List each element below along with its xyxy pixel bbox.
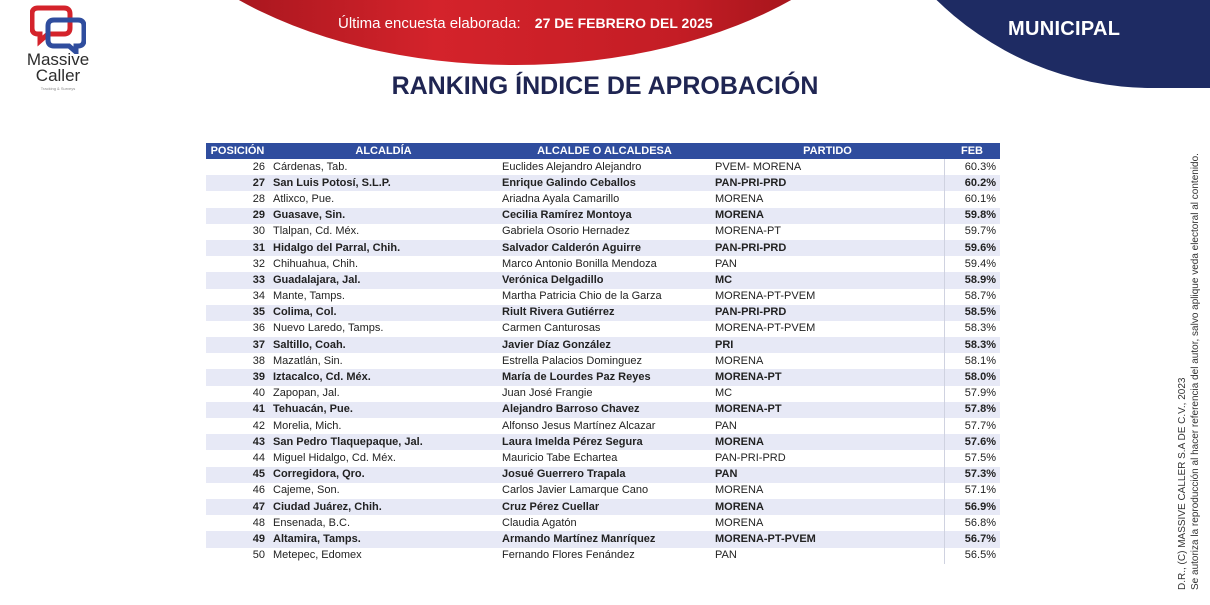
cell-partido: PAN (711, 256, 944, 272)
cell-alcalde: Claudia Agatón (498, 515, 711, 531)
cell-alcalde: Salvador Calderón Aguirre (498, 240, 711, 256)
table-body (206, 159, 1000, 564)
cell-posicion: 26 (206, 159, 269, 175)
cell-feb: 57.8% (944, 402, 1000, 418)
cell-alcaldia: Metepec, Edomex (269, 548, 498, 564)
cell-partido: MORENA-PT-PVEM (711, 321, 944, 337)
cell-alcalde: Mauricio Tabe Echartea (498, 450, 711, 466)
cell-alcaldia: Atlixco, Pue. (269, 191, 498, 207)
speech-bubbles-icon (30, 4, 86, 54)
table-row (206, 289, 1000, 305)
cell-feb: 59.7% (944, 224, 1000, 240)
cell-alcaldia: Mazatlán, Sin. (269, 353, 498, 369)
cell-alcalde: Gabriela Osorio Hernadez (498, 224, 711, 240)
col-header-alcaldia: ALCALDÍA (269, 143, 498, 159)
cell-alcaldia: Chihuahua, Chih. (269, 256, 498, 272)
cell-alcalde: Euclides Alejandro Alejandro (498, 159, 711, 175)
cell-feb: 56.8% (944, 515, 1000, 531)
cell-alcalde: Martha Patricia Chio de la Garza (498, 289, 711, 305)
reproduction-line: Se autoriza la reproducción al hacer referencia del autor, salvo aplique veda electoral al contenido. (1190, 153, 1201, 590)
cell-feb: 57.6% (944, 434, 1000, 450)
cell-feb: 58.3% (944, 321, 1000, 337)
ranking-table (206, 143, 1000, 564)
cell-alcaldia: Saltillo, Coah. (269, 337, 498, 353)
cell-alcaldia: Nuevo Laredo, Tamps. (269, 321, 498, 337)
cell-posicion: 27 (206, 175, 269, 191)
cell-alcaldia: Iztacalco, Cd. Méx. (269, 369, 498, 385)
cell-feb: 58.1% (944, 353, 1000, 369)
cell-alcalde: Carmen Canturosas (498, 321, 711, 337)
col-header-feb: FEB (944, 143, 1000, 159)
cell-feb: 58.3% (944, 337, 1000, 353)
cell-partido: MORENA (711, 515, 944, 531)
cell-feb: 57.1% (944, 483, 1000, 499)
cell-partido: MORENA-PT (711, 402, 944, 418)
cell-posicion: 39 (206, 369, 269, 385)
legal-notice (1176, 153, 1202, 590)
cell-partido: MORENA-PT-PVEM (711, 289, 944, 305)
cell-alcalde: Cecilia Ramírez Montoya (498, 208, 711, 224)
cell-posicion: 46 (206, 483, 269, 499)
cell-alcalde: Enrique Galindo Ceballos (498, 175, 711, 191)
cell-alcalde: Estrella Palacios Dominguez (498, 353, 711, 369)
cell-posicion: 28 (206, 191, 269, 207)
cell-partido: MORENA (711, 208, 944, 224)
table-header-row (206, 143, 1000, 159)
table-row (206, 402, 1000, 418)
cell-alcaldia: Guadalajara, Jal. (269, 272, 498, 288)
cell-posicion: 31 (206, 240, 269, 256)
cell-feb: 58.0% (944, 369, 1000, 385)
cell-alcalde: Josué Guerrero Trapala (498, 467, 711, 483)
cell-alcalde: Carlos Javier Lamarque Cano (498, 483, 711, 499)
table-row (206, 321, 1000, 337)
table-row (206, 240, 1000, 256)
level-label: MUNICIPAL (1008, 18, 1121, 40)
table-row (206, 175, 1000, 191)
col-header-alcalde: ALCALDE O ALCALDESA (498, 143, 711, 159)
cell-alcaldia: San Pedro Tlaquepaque, Jal. (269, 434, 498, 450)
cell-partido: PVEM- MORENA (711, 159, 944, 175)
cell-alcalde: Laura Imelda Pérez Segura (498, 434, 711, 450)
col-header-posicion: POSICIÓN (206, 143, 269, 159)
table-row (206, 272, 1000, 288)
cell-posicion: 49 (206, 531, 269, 547)
logo-wordmark: Massive Caller (26, 50, 90, 85)
cell-feb: 56.9% (944, 499, 1000, 515)
cell-posicion: 41 (206, 402, 269, 418)
cell-feb: 60.3% (944, 159, 1000, 175)
table-row (206, 369, 1000, 385)
table-row (206, 418, 1000, 434)
cell-posicion: 33 (206, 272, 269, 288)
cell-posicion: 50 (206, 548, 269, 564)
cell-posicion: 37 (206, 337, 269, 353)
table-row (206, 531, 1000, 547)
cell-alcaldia: Tehuacán, Pue. (269, 402, 498, 418)
cell-alcaldia: Corregidora, Qro. (269, 467, 498, 483)
cell-posicion: 42 (206, 418, 269, 434)
cell-partido: MORENA (711, 483, 944, 499)
cell-partido: MORENA (711, 434, 944, 450)
table-row (206, 191, 1000, 207)
cell-posicion: 32 (206, 256, 269, 272)
cell-partido: MORENA (711, 353, 944, 369)
cell-alcaldia: Morelia, Mich. (269, 418, 498, 434)
cell-alcalde: Alfonso Jesus Martínez Alcazar (498, 418, 711, 434)
page-title: RANKING ÍNDICE DE APROBACIÓN (391, 72, 819, 100)
cell-posicion: 29 (206, 208, 269, 224)
cell-alcalde: Armando Martínez Manríquez (498, 531, 711, 547)
cell-partido: PAN (711, 467, 944, 483)
cell-feb: 57.3% (944, 467, 1000, 483)
cell-alcaldia: Hidalgo del Parral, Chih. (269, 240, 498, 256)
cell-alcaldia: Ciudad Juárez, Chih. (269, 499, 498, 515)
col-header-partido: PARTIDO (711, 143, 944, 159)
cell-feb: 59.6% (944, 240, 1000, 256)
cell-partido: MORENA (711, 191, 944, 207)
cell-alcalde: María de Lourdes Paz Reyes (498, 369, 711, 385)
cell-alcalde: Cruz Pérez Cuellar (498, 499, 711, 515)
table-row (206, 515, 1000, 531)
cell-feb: 58.5% (944, 305, 1000, 321)
cell-feb: 56.7% (944, 531, 1000, 547)
cell-alcaldia: Mante, Tamps. (269, 289, 498, 305)
cell-alcalde: Juan José Frangie (498, 386, 711, 402)
cell-posicion: 43 (206, 434, 269, 450)
cell-alcaldia: Altamira, Tamps. (269, 531, 498, 547)
table-row (206, 208, 1000, 224)
table-row (206, 499, 1000, 515)
cell-alcaldia: Cajeme, Son. (269, 483, 498, 499)
table-row (206, 450, 1000, 466)
cell-alcaldia: Tlalpan, Cd. Méx. (269, 224, 498, 240)
cell-alcalde: Ariadna Ayala Camarillo (498, 191, 711, 207)
cell-partido: PRI (711, 337, 944, 353)
cell-partido: MORENA-PT (711, 369, 944, 385)
cell-partido: PAN (711, 548, 944, 564)
cell-feb: 56.5% (944, 548, 1000, 564)
table-row (206, 548, 1000, 564)
cell-alcaldia: San Luis Potosí, S.L.P. (269, 175, 498, 191)
cell-partido: PAN-PRI-PRD (711, 175, 944, 191)
cell-alcalde: Javier Díaz González (498, 337, 711, 353)
survey-date-line (338, 15, 713, 32)
table-row (206, 159, 1000, 175)
cell-feb: 57.7% (944, 418, 1000, 434)
cell-posicion: 36 (206, 321, 269, 337)
cell-alcalde: Alejandro Barroso Chavez (498, 402, 711, 418)
cell-posicion: 44 (206, 450, 269, 466)
cell-posicion: 48 (206, 515, 269, 531)
logo-tagline: Tracking & Surveys (40, 86, 76, 91)
cell-alcalde: Riult Rivera Gutiérrez (498, 305, 711, 321)
cell-posicion: 34 (206, 289, 269, 305)
cell-posicion: 35 (206, 305, 269, 321)
cell-alcaldia: Ensenada, B.C. (269, 515, 498, 531)
cell-partido: PAN (711, 418, 944, 434)
cell-posicion: 30 (206, 224, 269, 240)
cell-alcaldia: Guasave, Sin. (269, 208, 498, 224)
red-banner-shape (115, 0, 915, 65)
cell-posicion: 45 (206, 467, 269, 483)
cell-alcaldia: Miguel Hidalgo, Cd. Méx. (269, 450, 498, 466)
cell-partido: MC (711, 386, 944, 402)
table-row (206, 386, 1000, 402)
cell-partido: MORENA (711, 499, 944, 515)
cell-alcaldia: Zapopan, Jal. (269, 386, 498, 402)
cell-alcaldia: Cárdenas, Tab. (269, 159, 498, 175)
cell-partido: PAN-PRI-PRD (711, 450, 944, 466)
cell-alcalde: Marco Antonio Bonilla Mendoza (498, 256, 711, 272)
cell-feb: 58.7% (944, 289, 1000, 305)
cell-partido: PAN-PRI-PRD (711, 240, 944, 256)
cell-feb: 59.8% (944, 208, 1000, 224)
table-row (206, 224, 1000, 240)
cell-feb: 60.2% (944, 175, 1000, 191)
table-row (206, 467, 1000, 483)
cell-partido: MORENA-PT (711, 224, 944, 240)
cell-alcalde: Fernando Flores Fenández (498, 548, 711, 564)
cell-partido: PAN-PRI-PRD (711, 305, 944, 321)
table-row (206, 353, 1000, 369)
cell-feb: 58.9% (944, 272, 1000, 288)
table-row (206, 434, 1000, 450)
cell-alcalde: Verónica Delgadillo (498, 272, 711, 288)
table-row (206, 256, 1000, 272)
survey-date: 27 DE FEBRERO DEL 2025 (534, 15, 713, 31)
table-row (206, 483, 1000, 499)
copyright-line: D.R., (C) MASSIVE CALLER S.A DE C.V., 2023 (1177, 377, 1188, 590)
cell-posicion: 47 (206, 499, 269, 515)
cell-posicion: 40 (206, 386, 269, 402)
cell-feb: 57.9% (944, 386, 1000, 402)
survey-label: Última encuesta elaborada: (338, 15, 521, 32)
cell-partido: MC (711, 272, 944, 288)
cell-alcaldia: Colima, Col. (269, 305, 498, 321)
table-row (206, 337, 1000, 353)
cell-feb: 57.5% (944, 450, 1000, 466)
cell-feb: 60.1% (944, 191, 1000, 207)
cell-posicion: 38 (206, 353, 269, 369)
cell-partido: MORENA-PT-PVEM (711, 531, 944, 547)
cell-feb: 59.4% (944, 256, 1000, 272)
table-row (206, 305, 1000, 321)
